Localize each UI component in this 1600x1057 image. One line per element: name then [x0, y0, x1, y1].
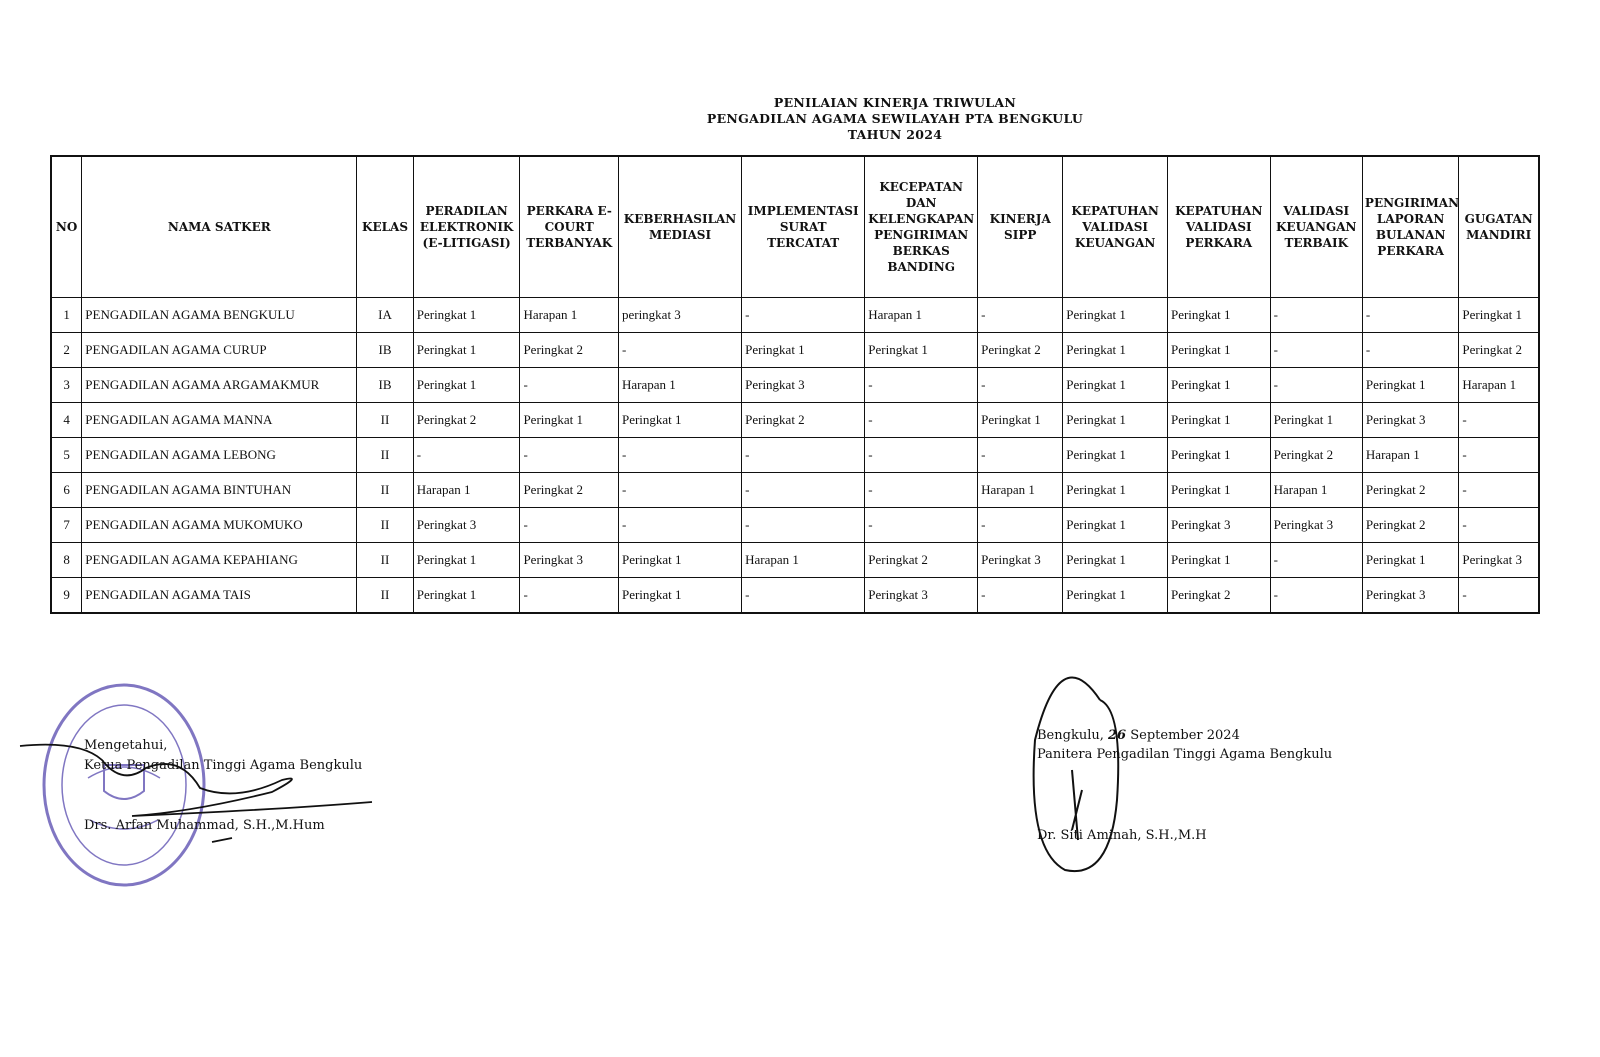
cell-val-keu: Peringkat 1 [1063, 298, 1168, 333]
cell-val-perk: Peringkat 1 [1167, 333, 1270, 368]
header-nama: NAMA SATKER [82, 156, 357, 298]
cell-peradilan: - [413, 438, 520, 473]
cell-nama-satker: PENGADILAN AGAMA MUKOMUKO [82, 508, 357, 543]
cell-gugatan: Peringkat 1 [1459, 298, 1539, 333]
cell-nama-satker: PENGADILAN AGAMA TAIS [82, 578, 357, 614]
cell-perkara: - [520, 508, 619, 543]
header-no: NO [51, 156, 82, 298]
cell-laporan: Peringkat 2 [1362, 473, 1458, 508]
header-mediasi: KEBERHASILAN MEDIASI [618, 156, 741, 298]
cell-perkara: Peringkat 3 [520, 543, 619, 578]
sig-left-line2: Ketua Pengadilan Tinggi Agama Bengkulu [84, 758, 363, 773]
cell-kelas: IB [357, 333, 413, 368]
cell-banding: Peringkat 3 [865, 578, 978, 614]
title-line-1: PENILAIAN KINERJA TRIWULAN [773, 95, 1017, 110]
cell-nama-satker: PENGADILAN AGAMA ARGAMAKMUR [82, 368, 357, 403]
cell-keu-terbaik: - [1270, 333, 1362, 368]
cell-peradilan: Peringkat 1 [413, 543, 520, 578]
cell-sipp: Peringkat 2 [978, 333, 1063, 368]
cell-val-perk: Peringkat 3 [1167, 508, 1270, 543]
cell-perkara: - [520, 438, 619, 473]
table-row [51, 508, 1539, 543]
cell-perkara: Peringkat 2 [520, 333, 619, 368]
cell-gugatan: Peringkat 2 [1459, 333, 1539, 368]
cell-no: 7 [51, 508, 82, 543]
cell-no: 8 [51, 543, 82, 578]
cell-kelas: II [357, 543, 413, 578]
cell-gugatan: - [1459, 473, 1539, 508]
cell-laporan: Peringkat 1 [1362, 368, 1458, 403]
cell-keu-terbaik: - [1270, 368, 1362, 403]
cell-val-keu: Peringkat 1 [1063, 473, 1168, 508]
sig-left-name: Drs. Arfan Muhammad, S.H.,M.Hum [84, 818, 325, 833]
cell-no: 5 [51, 438, 82, 473]
table-row [51, 438, 1539, 473]
cell-kelas: II [357, 578, 413, 614]
cell-val-perk: Peringkat 1 [1167, 543, 1270, 578]
cell-perkara: Peringkat 1 [520, 403, 619, 438]
cell-mediasi: peringkat 3 [618, 298, 741, 333]
cell-surat: Harapan 1 [742, 543, 865, 578]
sig-right-place: Bengkulu, [1037, 728, 1104, 743]
cell-val-perk: Peringkat 1 [1167, 368, 1270, 403]
cell-nama-satker: PENGADILAN AGAMA BINTUHAN [82, 473, 357, 508]
cell-keu-terbaik: Peringkat 2 [1270, 438, 1362, 473]
cell-banding: Harapan 1 [865, 298, 978, 333]
table-body [51, 298, 1539, 614]
cell-banding: Peringkat 2 [865, 543, 978, 578]
cell-nama-satker: PENGADILAN AGAMA LEBONG [82, 438, 357, 473]
signature-right [1037, 726, 1333, 843]
header-banding: KECEPATAN DAN KELENGKAPAN PENGIRIMAN BERKAS BANDING [865, 156, 978, 298]
cell-mediasi: Peringkat 1 [618, 543, 741, 578]
cell-peradilan: Peringkat 1 [413, 298, 520, 333]
cell-nama-satker: PENGADILAN AGAMA KEPAHIANG [82, 543, 357, 578]
court-seal-stamp [44, 685, 204, 885]
cell-mediasi: Peringkat 1 [618, 578, 741, 614]
cell-kelas: IA [357, 298, 413, 333]
header-kelas: KELAS [357, 156, 413, 298]
cell-sipp: Peringkat 3 [978, 543, 1063, 578]
cell-gugatan: - [1459, 403, 1539, 438]
table-header-row [51, 156, 1539, 298]
cell-kelas: II [357, 438, 413, 473]
signature-left [84, 736, 363, 833]
cell-val-keu: Peringkat 1 [1063, 368, 1168, 403]
cell-laporan: Peringkat 3 [1362, 403, 1458, 438]
cell-laporan: Harapan 1 [1362, 438, 1458, 473]
cell-gugatan: - [1459, 438, 1539, 473]
cell-val-perk: Peringkat 2 [1167, 578, 1270, 614]
cell-mediasi: - [618, 333, 741, 368]
cell-kelas: II [357, 473, 413, 508]
header-val-keu: KEPATUHAN VALIDASI KEUANGAN [1063, 156, 1168, 298]
cell-sipp: Peringkat 1 [978, 403, 1063, 438]
cell-mediasi: - [618, 438, 741, 473]
header-laporan: PENGIRIMAN LAPORAN BULANAN PERKARA [1362, 156, 1458, 298]
cell-perkara: Harapan 1 [520, 298, 619, 333]
cell-val-keu: Peringkat 1 [1063, 403, 1168, 438]
cell-gugatan: Peringkat 3 [1459, 543, 1539, 578]
sig-right-day: 26 [1108, 728, 1127, 743]
sig-right-month-year: September 2024 [1130, 728, 1240, 743]
cell-nama-satker: PENGADILAN AGAMA CURUP [82, 333, 357, 368]
cell-surat: Peringkat 3 [742, 368, 865, 403]
cell-laporan: - [1362, 298, 1458, 333]
cell-perkara: - [520, 368, 619, 403]
cell-laporan: - [1362, 333, 1458, 368]
cell-mediasi: - [618, 508, 741, 543]
performance-table [50, 155, 1540, 614]
cell-peradilan: Peringkat 1 [413, 368, 520, 403]
sig-right-date [1037, 726, 1332, 745]
header-val-perk: KEPATUHAN VALIDASI PERKARA [1167, 156, 1270, 298]
cell-banding: - [865, 508, 978, 543]
header-peradilan: PERADILAN ELEKTRONIK (E-LITIGASI) [413, 156, 520, 298]
cell-mediasi: - [618, 473, 741, 508]
cell-no: 3 [51, 368, 82, 403]
cell-no: 1 [51, 298, 82, 333]
cell-val-keu: Peringkat 1 [1063, 508, 1168, 543]
header-keu-terbaik: VALIDASI KEUANGAN TERBAIK [1270, 156, 1362, 298]
sig-right-role: Panitera Pengadilan Tinggi Agama Bengkulu [1037, 747, 1333, 762]
cell-sipp: - [978, 438, 1063, 473]
header-perkara: PERKARA E-COURT TERBANYAK [520, 156, 619, 298]
cell-sipp: - [978, 578, 1063, 614]
cell-keu-terbaik: - [1270, 578, 1362, 614]
cell-no: 4 [51, 403, 82, 438]
cell-no: 6 [51, 473, 82, 508]
cell-val-perk: Peringkat 1 [1167, 473, 1270, 508]
cell-gugatan: - [1459, 508, 1539, 543]
cell-mediasi: Peringkat 1 [618, 403, 741, 438]
cell-kelas: II [357, 403, 413, 438]
cell-val-keu: Peringkat 1 [1063, 438, 1168, 473]
cell-peradilan: Peringkat 1 [413, 578, 520, 614]
cell-val-keu: Peringkat 1 [1063, 543, 1168, 578]
header-surat: IMPLEMENTASI SURAT TERCATAT [742, 156, 865, 298]
cell-surat: - [742, 473, 865, 508]
cell-banding: - [865, 403, 978, 438]
title-line-2: PENGADILAN AGAMA SEWILAYAH PTA BENGKULU [706, 111, 1084, 126]
cell-keu-terbaik: - [1270, 298, 1362, 333]
cell-laporan: Peringkat 1 [1362, 543, 1458, 578]
cell-mediasi: Harapan 1 [618, 368, 741, 403]
sig-left-line1: Mengetahui, [84, 738, 168, 753]
sig-right-name: Dr. Siti Aminah, S.H.,M.H [1037, 828, 1207, 843]
cell-perkara: - [520, 578, 619, 614]
cell-keu-terbaik: Harapan 1 [1270, 473, 1362, 508]
cell-laporan: Peringkat 2 [1362, 508, 1458, 543]
cell-nama-satker: PENGADILAN AGAMA MANNA [82, 403, 357, 438]
cell-val-perk: Peringkat 1 [1167, 298, 1270, 333]
table-row [51, 403, 1539, 438]
cell-sipp: - [978, 298, 1063, 333]
cell-kelas: II [357, 508, 413, 543]
cell-perkara: Peringkat 2 [520, 473, 619, 508]
table-row [51, 578, 1539, 614]
cell-surat: - [742, 438, 865, 473]
cell-no: 9 [51, 578, 82, 614]
cell-peradilan: Peringkat 3 [413, 508, 520, 543]
header-gugatan: GUGATAN MANDIRI [1459, 156, 1539, 298]
cell-sipp: - [978, 508, 1063, 543]
table-row [51, 333, 1539, 368]
cell-nama-satker: PENGADILAN AGAMA BENGKULU [82, 298, 357, 333]
cell-peradilan: Peringkat 2 [413, 403, 520, 438]
table-row [51, 368, 1539, 403]
cell-laporan: Peringkat 3 [1362, 578, 1458, 614]
header-sipp: KINERJA SIPP [978, 156, 1063, 298]
table-row [51, 473, 1539, 508]
cell-no: 2 [51, 333, 82, 368]
cell-val-perk: Peringkat 1 [1167, 403, 1270, 438]
cell-sipp: Harapan 1 [978, 473, 1063, 508]
cell-surat: - [742, 508, 865, 543]
cell-val-perk: Peringkat 1 [1167, 438, 1270, 473]
cell-banding: - [865, 473, 978, 508]
cell-keu-terbaik: Peringkat 3 [1270, 508, 1362, 543]
cell-keu-terbaik: - [1270, 543, 1362, 578]
cell-banding: - [865, 368, 978, 403]
cell-banding: - [865, 438, 978, 473]
cell-surat: Peringkat 2 [742, 403, 865, 438]
cell-surat: - [742, 298, 865, 333]
cell-peradilan: Peringkat 1 [413, 333, 520, 368]
cell-val-keu: Peringkat 1 [1063, 578, 1168, 614]
cell-gugatan: - [1459, 578, 1539, 614]
cell-surat: Peringkat 1 [742, 333, 865, 368]
cell-val-keu: Peringkat 1 [1063, 333, 1168, 368]
cell-kelas: IB [357, 368, 413, 403]
cell-sipp: - [978, 368, 1063, 403]
document-title [0, 95, 1600, 143]
cell-gugatan: Harapan 1 [1459, 368, 1539, 403]
cell-keu-terbaik: Peringkat 1 [1270, 403, 1362, 438]
cell-surat: - [742, 578, 865, 614]
table-row [51, 298, 1539, 333]
table-row [51, 543, 1539, 578]
cell-peradilan: Harapan 1 [413, 473, 520, 508]
title-line-3: TAHUN 2024 [847, 127, 943, 142]
cell-banding: Peringkat 1 [865, 333, 978, 368]
